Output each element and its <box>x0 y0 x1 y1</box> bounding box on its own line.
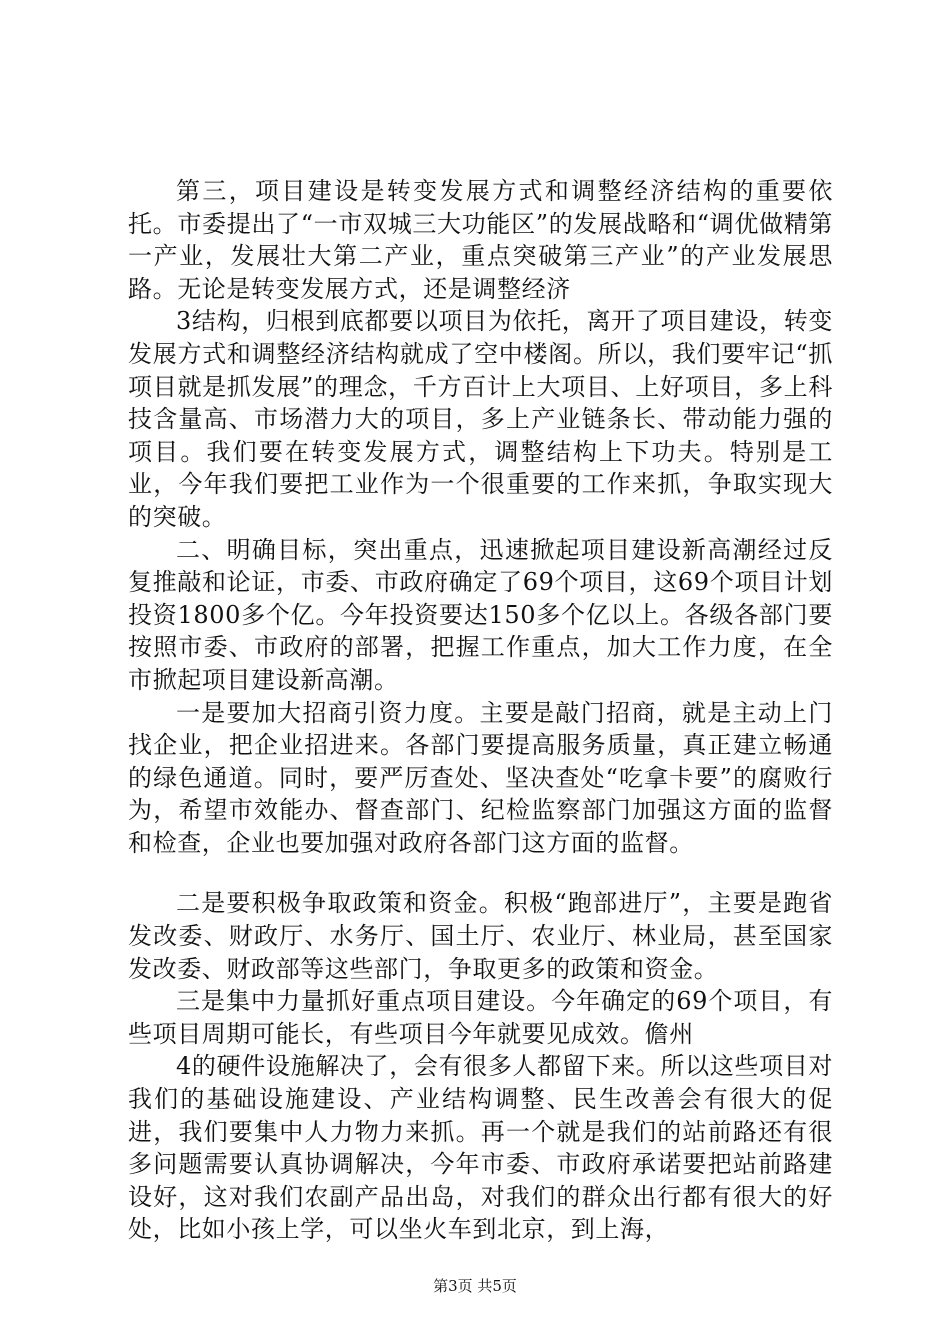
document-body <box>128 175 833 1246</box>
paragraph-4: 一是要加大招商引资力度。主要是敲门招商，就是主动上门找企业，把企业招进来。各部门要提高服务质量，真正建立畅通的绿色通道。同时，要严厉查处、坚决查处“吃拿卡要”的腐败行为，希望市效能办、督查部门、纪检监察部门加强这方面的监督和检查，企业也要加强对政府各部门这方面的监督。 <box>128 698 833 857</box>
paragraph-2: 3结构，归根到底都要以项目为依托，离开了项目建设，转变发展方式和调整经济结构就成了空中楼阁。所以，我们要牢记“抓项目就是抓发展”的理念，千方百计上大项目、上好项目，多上科技含量高、市场潜力大的项目，多上产业链条长、带动能力强的项目。我们要在转变发展方式，调整结构上下功夫。特别是工业，今年我们要把工业作为一个很重要的工作来抓，争取实现大的突破。 <box>128 307 833 531</box>
paragraph-5: 二是要积极争取政策和资金。积极“跑部进厅”，主要是跑省发改委、财政厅、水务厅、国土厅、农业厅、林业局，甚至国家发改委、财政部等这些部门，争取更多的政策和资金。 <box>128 889 833 983</box>
page-footer: 第3页 共5页 <box>433 1277 517 1295</box>
paragraph-3: 二、明确目标，突出重点，迅速掀起项目建设新高潮经过反复推敲和论证，市委、市政府确定了69个项目，这69个项目计划投资1800多个亿。今年投资要达150多个亿以上。各级各部门要按照市委、市政府的部署，把握工作重点，加大工作力度，在全市掀起项目建设新高潮。 <box>128 535 833 694</box>
paragraph-7: 4的硬件设施解决了，会有很多人都留下来。所以这些项目对我们的基础设施建设、产业结构调整、民生改善会有很大的促进，我们要集中人力物力来抓。再一个就是我们的站前路还有很多问题需要认真协调解决，今年市委、市政府承诺要把站前路建设好，这对我们农副产品出岛，对我们的群众出行都有很大的好处，比如小孩上学，可以坐火车到北京，到上海， <box>128 1052 833 1244</box>
paragraph-1: 第三，项目建设是转变发展方式和调整经济结构的重要依托。市委提出了“一市双城三大功能区”的发展战略和“调优做精第一产业，发展壮大第二产业，重点突破第三产业”的产业发展思路。无论是转变发展方式，还是调整经济 <box>128 177 833 303</box>
paragraph-6: 三是集中力量抓好重点项目建设。今年确定的69个项目，有些项目周期可能长，有些项目今年就要见成效。儋州 <box>128 987 833 1048</box>
